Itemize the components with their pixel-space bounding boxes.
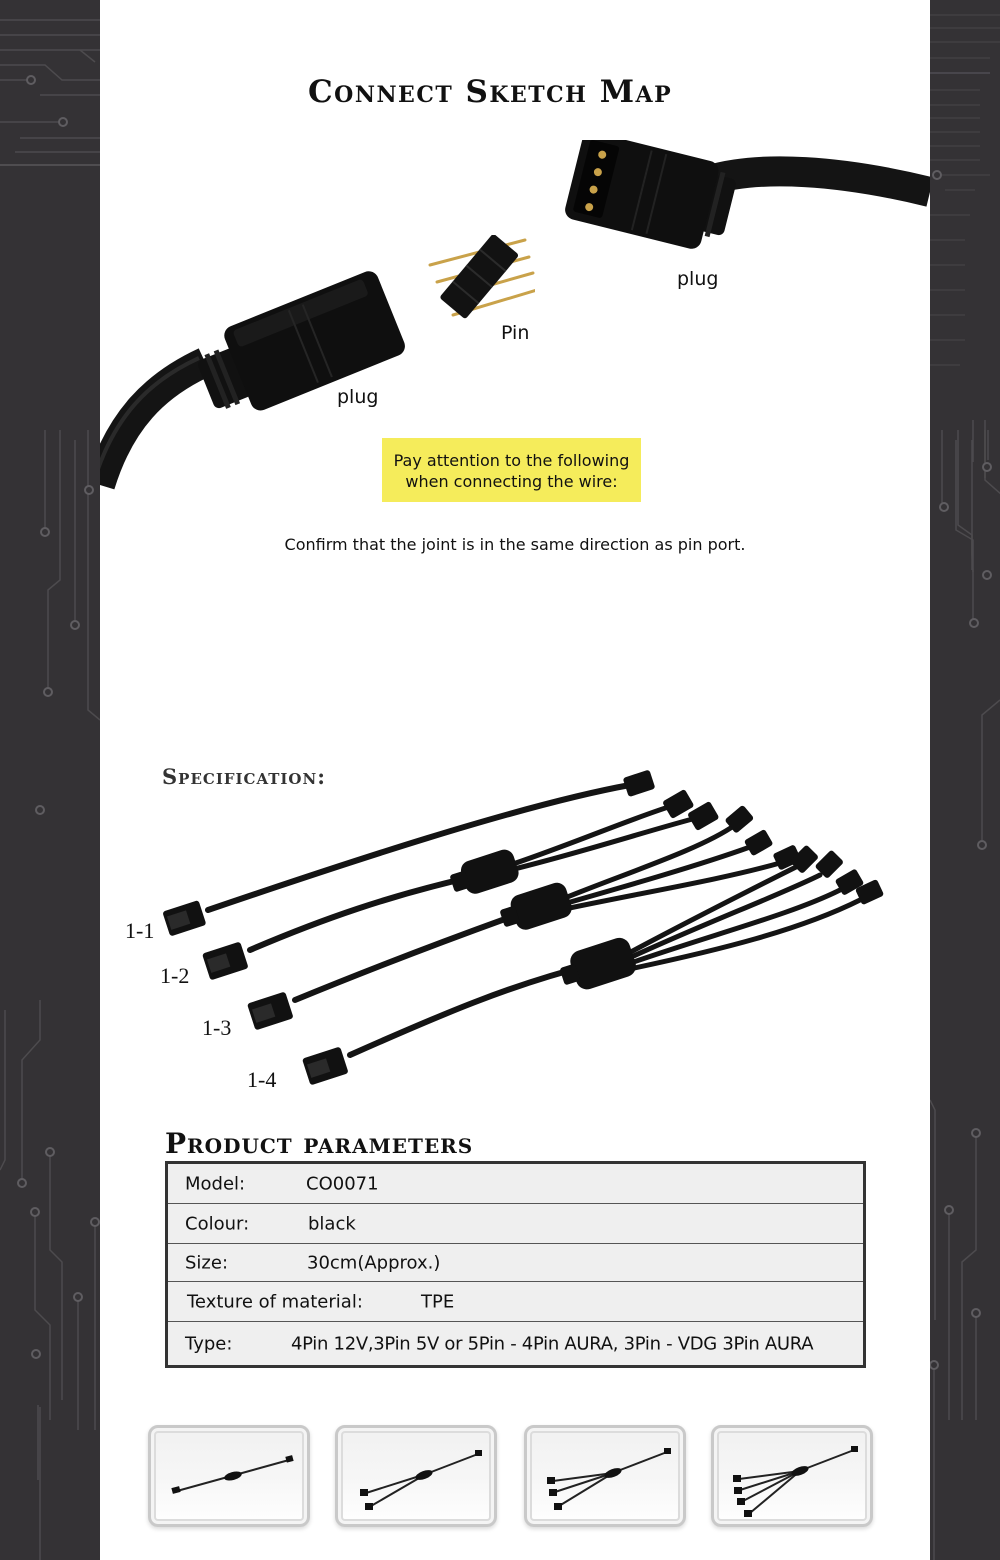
spec-label-1-4: 1-4 — [247, 1067, 277, 1092]
param-value: TPE — [421, 1291, 455, 1312]
pin-label: Pin — [501, 322, 530, 344]
left-plug-label: plug — [337, 386, 379, 408]
product-detail-panel — [100, 0, 930, 1560]
splitter-cables-image — [140, 765, 900, 1085]
param-value: black — [308, 1213, 356, 1234]
left-circuit-background — [0, 0, 100, 1560]
product-parameters-table — [165, 1161, 866, 1368]
param-key: Size: — [185, 1252, 229, 1273]
circuit-pattern-icon — [930, 0, 1000, 1560]
param-key: Colour: — [185, 1213, 250, 1234]
specification-title: Specification: — [162, 764, 326, 789]
table-row-colour — [168, 1204, 863, 1244]
table-row-size — [168, 1244, 863, 1282]
spec-label-1-1: 1-1 — [125, 918, 155, 943]
pin-header-image — [425, 235, 535, 320]
param-value: 30cm(Approx.) — [307, 1252, 441, 1273]
connection-instruction: Confirm that the joint is in the same direction as pin port. — [284, 535, 746, 554]
param-value: CO0071 — [306, 1173, 379, 1194]
note-line-2: when connecting the wire: — [405, 472, 618, 491]
table-row-model — [168, 1164, 863, 1204]
table-row-type — [168, 1322, 863, 1365]
note-line-1: Pay attention to the following — [393, 451, 630, 470]
param-key: Type: — [185, 1333, 233, 1354]
thumbnail-splitter-1-to-2[interactable] — [335, 1425, 497, 1527]
param-key: Model: — [185, 1173, 246, 1194]
table-row-material — [168, 1282, 863, 1322]
param-value: 4Pin 12V,3Pin 5V or 5Pin - 4Pin AURA, 3Pin - VDG 3Pin AURA — [291, 1333, 814, 1354]
right-circuit-background — [930, 0, 1000, 1560]
spec-label-1-2: 1-2 — [160, 963, 190, 988]
splitter-1-to-1-icon — [151, 1428, 310, 1527]
thumbnail-splitter-1-to-3[interactable] — [524, 1425, 686, 1527]
left-plug-image — [100, 250, 420, 510]
product-parameters-title: Product parameters — [165, 1127, 474, 1160]
right-plug-image — [560, 140, 930, 275]
param-key: Texture of material: — [187, 1291, 363, 1312]
thumbnail-splitter-1-to-1[interactable] — [148, 1425, 310, 1527]
thumbnail-splitter-1-to-4[interactable] — [711, 1425, 873, 1527]
circuit-pattern-icon — [0, 0, 100, 1560]
connection-warning-note — [382, 438, 641, 502]
splitter-1-to-2-icon — [338, 1428, 497, 1527]
right-plug-label: plug — [677, 268, 719, 290]
splitter-1-to-3-icon — [527, 1428, 686, 1527]
spec-label-1-3: 1-3 — [202, 1015, 232, 1040]
splitter-1-to-4-icon — [714, 1428, 873, 1527]
connect-sketch-title: Connect Sketch Map — [308, 74, 673, 110]
